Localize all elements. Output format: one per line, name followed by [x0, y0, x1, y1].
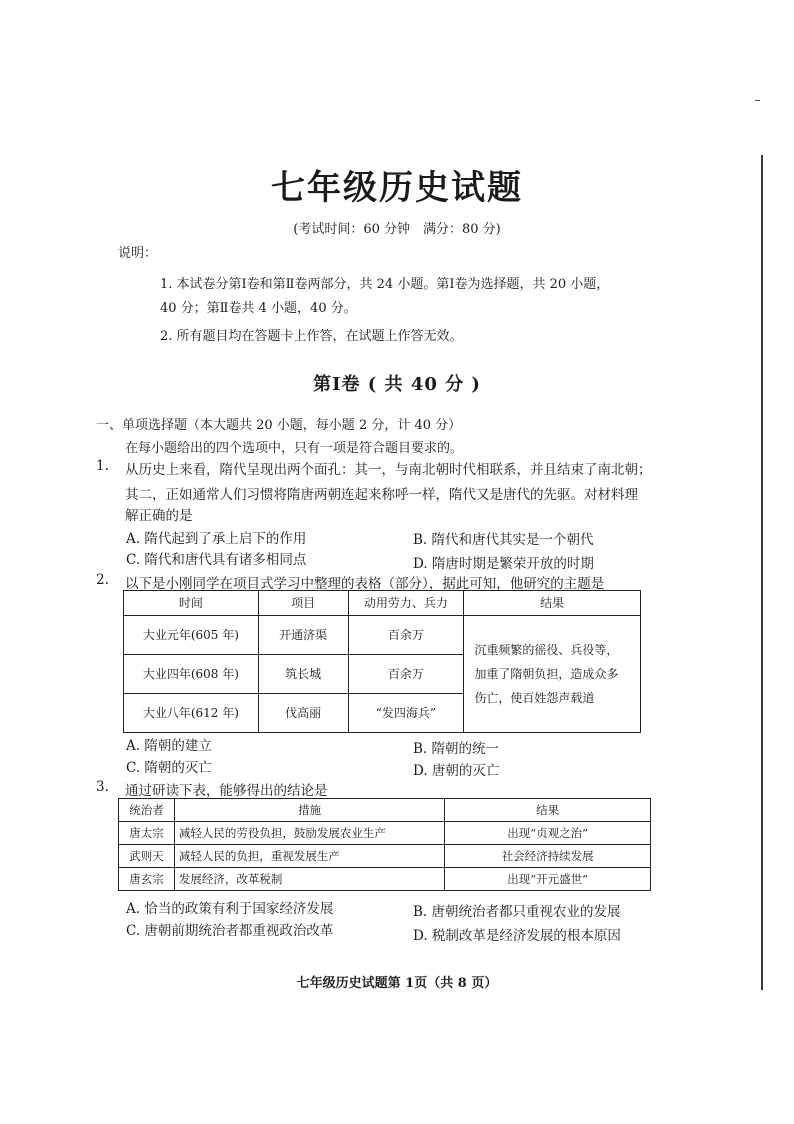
table-row [119, 868, 651, 891]
notes-line-2: 2. 所有题目均在答题卡上作答，在试题上作答无效。 [160, 329, 463, 344]
table-cell: 大业元年(605 年) [124, 615, 259, 654]
table-cell: 减轻人民的负担，重视发展生产 [174, 845, 444, 868]
table-cell: 唐太宗 [119, 822, 175, 845]
table-cell: 开通济渠 [258, 615, 348, 654]
page-footer: 七年级历史试题第 1页（共 8 页） [296, 976, 498, 991]
table-cell: 大业四年(608 年) [124, 654, 259, 693]
notes-label: 说明： [118, 246, 158, 261]
table-cell: 百余万 [348, 654, 464, 693]
q3-option-d[interactable]: D. 税制改革是经济发展的根本原因 [413, 928, 621, 944]
table-row [119, 822, 651, 845]
table-cell: 出现“贞观之治” [445, 822, 651, 845]
part1-heading: 一、单项选择题（本大题共 20 小题，每小题 2 分，计 40 分） [96, 418, 462, 433]
table-header-cell: 措施 [174, 799, 444, 822]
q3-option-a[interactable]: A. 恰当的政策有利于国家经济发展 [126, 901, 334, 917]
table-cell: 唐玄宗 [119, 868, 175, 891]
table-header-row [119, 799, 651, 822]
table-header-cell: 时间 [124, 591, 259, 616]
section-title: 第Ⅰ卷 ( 共 40 分 ) [313, 374, 481, 395]
q1-option-a[interactable]: A. 隋代起到了承上启下的作用 [126, 531, 307, 547]
table-cell: “发四海兵” [348, 693, 464, 732]
table-header-cell: 结果 [445, 799, 651, 822]
q1-stem-line-2: 其二，正如通常人们习惯将隋唐两朝连起来称呼一样，隋代又是唐代的先驱。对材料理 [125, 487, 638, 503]
q2-table [123, 590, 641, 733]
q2-option-b[interactable]: B. 隋朝的统一 [413, 741, 500, 757]
q3-table [118, 798, 651, 891]
notes-line-1: 1. 本试卷分第Ⅰ卷和第Ⅱ卷两部分，共 24 小题。第Ⅰ卷为选择题，共 20 小题， [160, 277, 610, 292]
scan-mark [755, 100, 760, 101]
q2-option-d[interactable]: D. 唐朝的灭亡 [413, 763, 500, 779]
q2-option-a[interactable]: A. 隋朝的建立 [126, 738, 212, 754]
q1-number: 1. [96, 458, 109, 474]
q1-option-b[interactable]: B. 隋代和唐代其实是一个朝代 [413, 532, 594, 548]
q1-option-d[interactable]: D. 隋唐时期是繁荣开放的时期 [413, 556, 594, 572]
table-cell: 伐高丽 [258, 693, 348, 732]
table-result-cell: 沉重频繁的徭役、兵役等，加重了隋朝负担，造成众多伤亡，使百姓怨声载道 [464, 615, 641, 732]
part1-instruction: 在每小题给出的四个选项中，只有一项是符合题目要求的。 [125, 441, 464, 456]
scan-edge-line [761, 155, 763, 990]
table-header-cell: 结果 [464, 591, 641, 616]
table-cell: 发展经济，改革税制 [174, 868, 444, 891]
q3-stem: 通过研读下表，能够得出的结论是 [125, 783, 328, 799]
page-title: 七年级历史试题 [271, 168, 523, 208]
table-header-row [124, 591, 641, 616]
table-cell: 出现“开元盛世” [445, 868, 651, 891]
table-header-cell: 项目 [258, 591, 348, 616]
q2-option-c[interactable]: C. 隋朝的灭亡 [126, 760, 212, 776]
table-cell: 百余万 [348, 615, 464, 654]
table-cell: 大业八年(612 年) [124, 693, 259, 732]
q3-option-c[interactable]: C. 唐朝前期统治者都重视政治改革 [126, 923, 334, 939]
exam-info: (考试时间：60 分钟 满分：80 分) [293, 222, 501, 237]
table-cell: 筑长城 [258, 654, 348, 693]
table-row [124, 615, 641, 654]
table-cell: 减轻人民的劳役负担，鼓励发展农业生产 [174, 822, 444, 845]
table-cell: 社会经济持续发展 [445, 845, 651, 868]
q2-number: 2. [96, 572, 109, 588]
table-row [119, 845, 651, 868]
notes-line-1b: 40 分；第Ⅱ卷共 4 小题，40 分。 [160, 301, 357, 316]
q1-option-c[interactable]: C. 隋代和唐代具有诸多相同点 [126, 552, 307, 568]
q3-number: 3. [96, 779, 109, 795]
table-header-cell: 动用劳力、兵力 [348, 591, 464, 616]
table-header-cell: 统治者 [119, 799, 175, 822]
q3-option-b[interactable]: B. 唐朝统治者都只重视农业的发展 [413, 904, 621, 920]
q1-stem-line-1: 从历史上来看，隋代呈现出两个面孔：其一，与南北朝时代相联系，并且结束了南北朝； [125, 462, 652, 478]
q1-stem-line-3: 解正确的是 [125, 508, 193, 524]
q2-stem: 以下是小刚同学在项目式学习中整理的表格（部分），据此可知，他研究的主题是 [125, 576, 605, 592]
table-cell: 武则天 [119, 845, 175, 868]
